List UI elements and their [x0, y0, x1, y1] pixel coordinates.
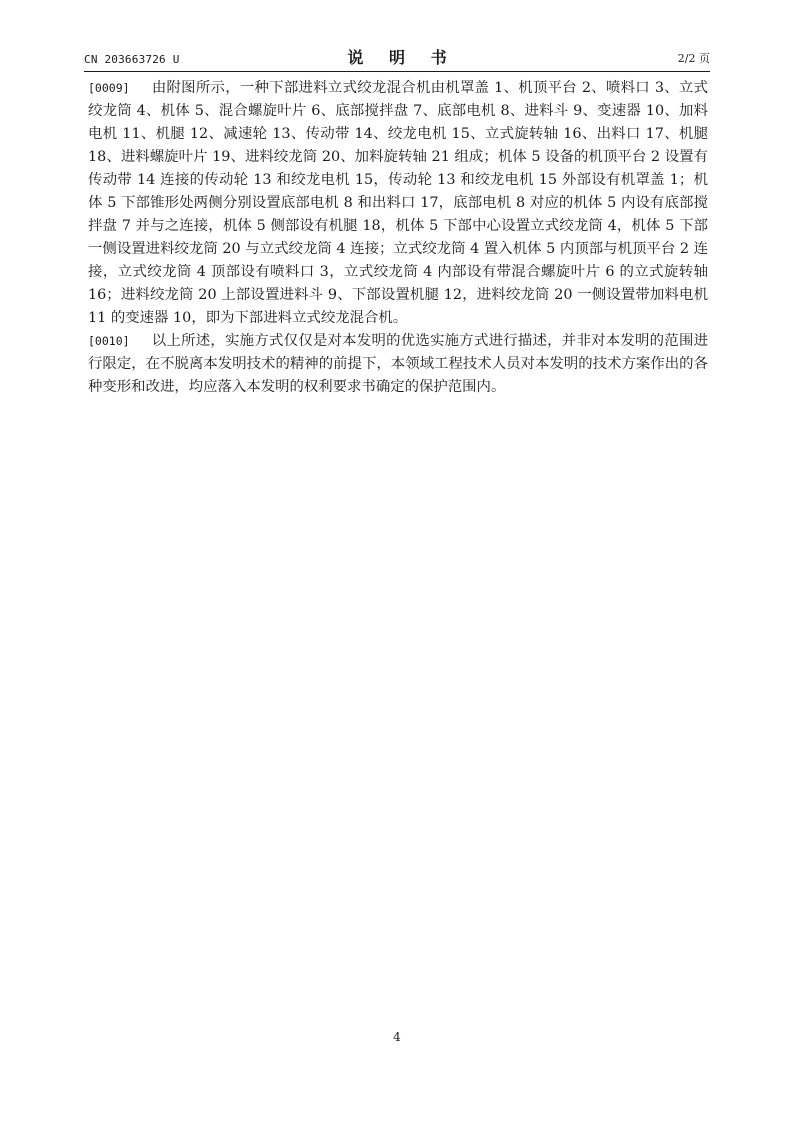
paragraph-0010 — [88, 330, 708, 399]
paragraph-number: [0009] — [88, 81, 130, 95]
patent-number: CN 203663726 U — [84, 53, 180, 66]
paragraph-number: [0010] — [88, 334, 130, 348]
document-title: 说 明 书 — [347, 48, 457, 67]
document-body — [88, 77, 708, 399]
page-indicator: 2/2 页 — [677, 52, 710, 65]
paragraph-0009 — [88, 77, 708, 330]
paragraph-text: 以上所述，实施方式仅仅是对本发明的优选实施方式进行描述，并非对本发明的范围进行限定，在不脱离本发明技术的精神的前提下，本领域工程技术人员对本发明的技术方案作出的各种变形和改进，均应落入本发明的权利要求书确定的保护范围内。 — [88, 333, 708, 395]
page-number: 4 — [393, 1030, 401, 1044]
header-rule — [84, 71, 710, 72]
page-header — [84, 44, 710, 70]
paragraph-text: 由附图所示，一种下部进料立式绞龙混合机由机罩盖 1、机顶平台 2、喷料口 3、立式绞龙筒 4、机体 5、混合螺旋叶片 6、底部搅拌盘 7、底部电机 8、进料斗 9、变速器 10、加料电机 11、机腿 12、减速轮 13、传动带 14、绞龙电机 15、立式旋转轴 16、出料口 17、机腿 18、进料螺旋叶片 19、进料绞龙筒 20、加料旋转轴 21 组成；机体 5 设备的机顶平台 2 设置有传动带 14 连接的传动轮 13 和绞龙电机 15，传动轮 13 和绞龙电机 15 外部设有机罩盖 1；机体 5 下部锥形处两侧分别设置底部电机 8 和出料口 17，底部电机 8 对应的机体 5 内设有底部搅拌盘 7 并与之连接，机体 5 侧部设有机腿 18，机体 5 下部中心设置立式绞龙筒 4，机体 5 下部一侧设置进料绞龙筒 20 与立式绞龙筒 4 连接；立式绞龙筒 4 置入机体 5 内顶部与机顶平台 2 连接，立式绞龙筒 4 顶部设有喷料口 3，立式绞龙筒 4 内部设有带混合螺旋叶片 6 的立式旋转轴 16；进料绞龙筒 20 上部设置进料斗 9、下部设置机腿 12，进料绞龙筒 20 一侧设置带加料电机 11 的变速器 10，即为下部进料立式绞龙混合机。 — [88, 80, 708, 326]
